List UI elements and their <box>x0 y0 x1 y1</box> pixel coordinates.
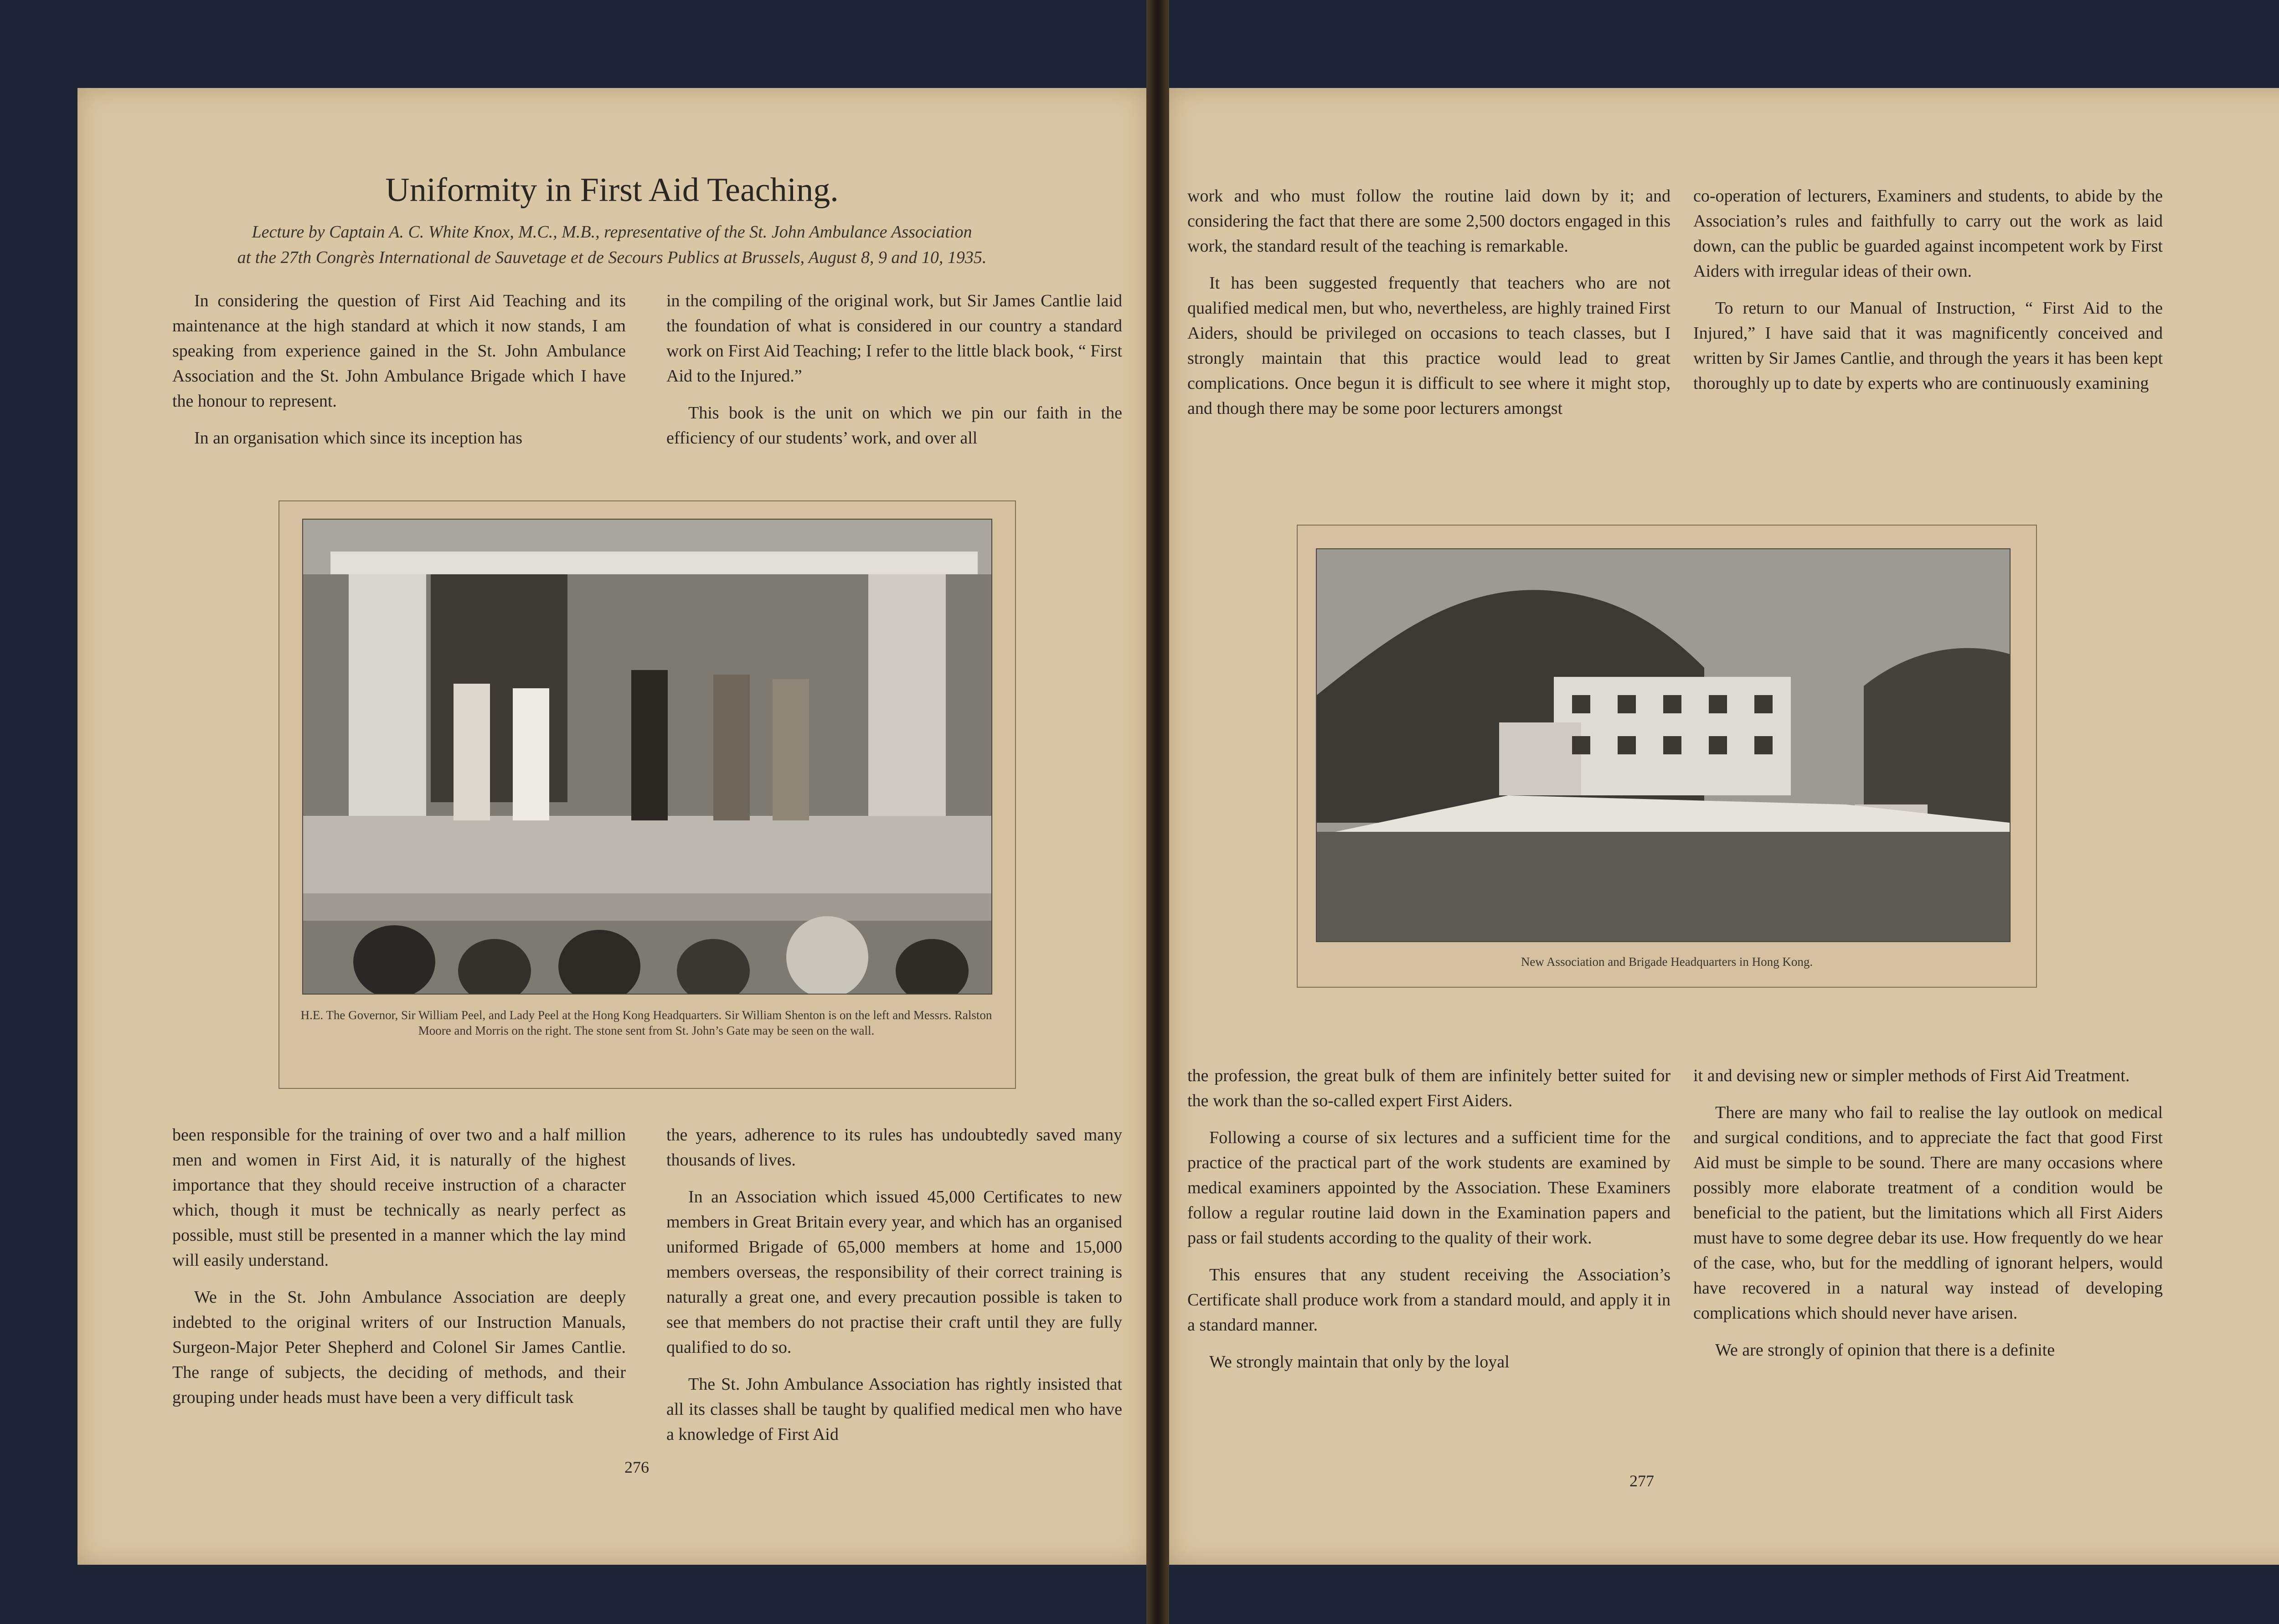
right-col2-top <box>1693 184 2163 408</box>
paragraph: been responsible for the training of over two and a half million men and women in First Aid, it is naturally of the highest importance that they should receive instruction of a character which, though it must be technically as nearly perfect as possible, must still be presented in a manner which the lay mind will easily understand. <box>172 1125 626 1270</box>
right-col2-bottom <box>1693 1063 2163 1375</box>
paragraph: co-operation of lecturers, Examiners and students, to abide by the Association’s rules and faithfully to carry out the work as laid down, can the public be guarded against incompetent work by First Aiders with irregular ideas of their own. <box>1693 186 2163 281</box>
article-subtitle <box>160 219 1064 270</box>
paragraph: In an organisation which since its inception has <box>194 428 523 448</box>
left-page <box>77 88 1146 1565</box>
paragraph: To return to our Manual of Instruction, “ First Aid to the Injured,” I have said that it was magnificently conceived and written by Sir James Cantlie, and through the years it has been kept thoroughly up to date by experts who are continuously examining <box>1693 299 2163 393</box>
paragraph: The St. John Ambulance Association has rightly insisted that all its classes shall be taught by qualified medical men who have a knowledge of First Aid <box>666 1375 1122 1444</box>
paragraph: in the compiling of the original work, but Sir James Cantlie laid the foundation of what is considered in our country a standard work on First Aid Teaching; I refer to the little black book, “ First Aid to the Injured.” <box>666 291 1122 386</box>
paragraph: This ensures that any student receiving the Association’s Certificate shall produce work from a standard mould, and apply it in a standard manner. <box>1187 1265 1671 1335</box>
subtitle-line-1: Lecture by Captain A. C. White Knox, M.C., M.B., representative of the St. John Ambulance Association <box>252 222 972 242</box>
paragraph: In considering the question of First Aid Teaching and its maintenance at the high standard at which it now stands, I am speaking from experience gained in the St. John Ambulance Association and the St. John Ambulance Brigade which I have the honour to represent. <box>172 291 626 411</box>
paragraph: In an Association which issued 45,000 Certificates to new members in Great Britain every year, and which has an organised uniformed Brigade of 65,000 members at home and 15,000 members overseas, the responsibility of their correct training is naturally a great one, and every precaution possible is taken to see that members do not practise their craft until they are fully qualified to do so. <box>666 1187 1122 1357</box>
right-col1-bottom <box>1187 1063 1671 1387</box>
paragraph: work and who must follow the routine laid down by it; and considering the fact that there are some 2,500 doctors engaged in this work, the standard result of the teaching is remarkable. <box>1187 186 1671 256</box>
paragraph: It has been suggested frequently that teachers who are not qualified medical men, but who, nevertheless, are highly trained First Aiders, should be privileged on occasions to teach classes, but I strongly maintain that this practice would lead to great complications. Once begun it is difficult to see where it might stop, and though there may be some poor lecturers amongst <box>1187 273 1671 418</box>
left-col2-top <box>666 289 1122 463</box>
governor-photo-illustration <box>303 520 991 994</box>
paragraph: There are many who fail to realise the lay outlook on medical and surgical conditions, and to appreciate the fact that good First Aid must be simple to be sound. There are many occasions where possibly more elaborate treatment of a condition would be beneficial to the patient, but the limitations which all First Aiders must have to some degree debar its use. How frequently do we hear of the case, who, but for the meddling of ignorant helpers, would have recovered in a natural way instead of developing complications which should never have arisen. <box>1693 1103 2163 1323</box>
paragraph: Following a course of six lectures and a sufficient time for the practice of the practical part of the work students are examined by medical examiners appointed by the Association. These Examiners follow a regular routine laid down in the Examination papers and pass or fail students according to the quality of their work. <box>1187 1128 1671 1248</box>
subtitle-line-2: at the 27th Congrès International de Sauvetage et de Secours Publics at Brussels, August 8, 9 and 10, 1935. <box>237 248 987 267</box>
left-col1-bottom <box>172 1123 626 1422</box>
page-number-right: 277 <box>1629 1472 1654 1490</box>
book-gutter <box>1146 0 1169 1624</box>
headquarters-photo <box>1316 548 2011 942</box>
headquarters-caption: New Association and Brigade Headquarters in Hong Kong. <box>1521 955 1813 969</box>
right-page <box>1169 88 2279 1565</box>
paragraph: We in the St. John Ambulance Association are deeply indebted to the original writers of our Instruction Manuals, Surgeon-Major Peter Shepherd and Colonel Sir James Cantlie. The range of subjects, the deciding of methods, and their grouping under heads must have been a very difficult task <box>172 1288 626 1407</box>
headquarters-photo-illustration <box>1317 549 2010 941</box>
paragraph: We are strongly of opinion that there is a definite <box>1715 1340 2055 1360</box>
left-col2-bottom <box>666 1123 1122 1459</box>
governor-caption: H.E. The Governor, Sir William Peel, and Lady Peel at the Hong Kong Headquarters. Sir William Shenton is on the left and Messrs. Ralston Moore and Morris on the right. The stone sent from St. John’s Gate may be seen on the wall. <box>300 1008 992 1037</box>
paragraph: the years, adherence to its rules has undoubtedly saved many thousands of lives. <box>666 1125 1122 1170</box>
paragraph: This book is the unit on which we pin our faith in the efficiency of our students’ work, and over all <box>666 403 1122 448</box>
governor-figure <box>278 500 1016 1089</box>
page-number-left: 276 <box>624 1458 649 1476</box>
governor-photo <box>302 519 992 995</box>
paragraph: the profession, the great bulk of them are infinitely better suited for the work than the so-called expert First Aiders. <box>1187 1066 1671 1110</box>
right-col1-top <box>1187 184 1671 433</box>
headquarters-figure <box>1297 525 2037 988</box>
paragraph: We strongly maintain that only by the loyal <box>1209 1352 1510 1371</box>
article-title: Uniformity in First Aid Teaching. <box>385 171 839 209</box>
paragraph: it and devising new or simpler methods of First Aid Treatment. <box>1693 1066 2130 1085</box>
left-col1-top <box>172 289 626 463</box>
